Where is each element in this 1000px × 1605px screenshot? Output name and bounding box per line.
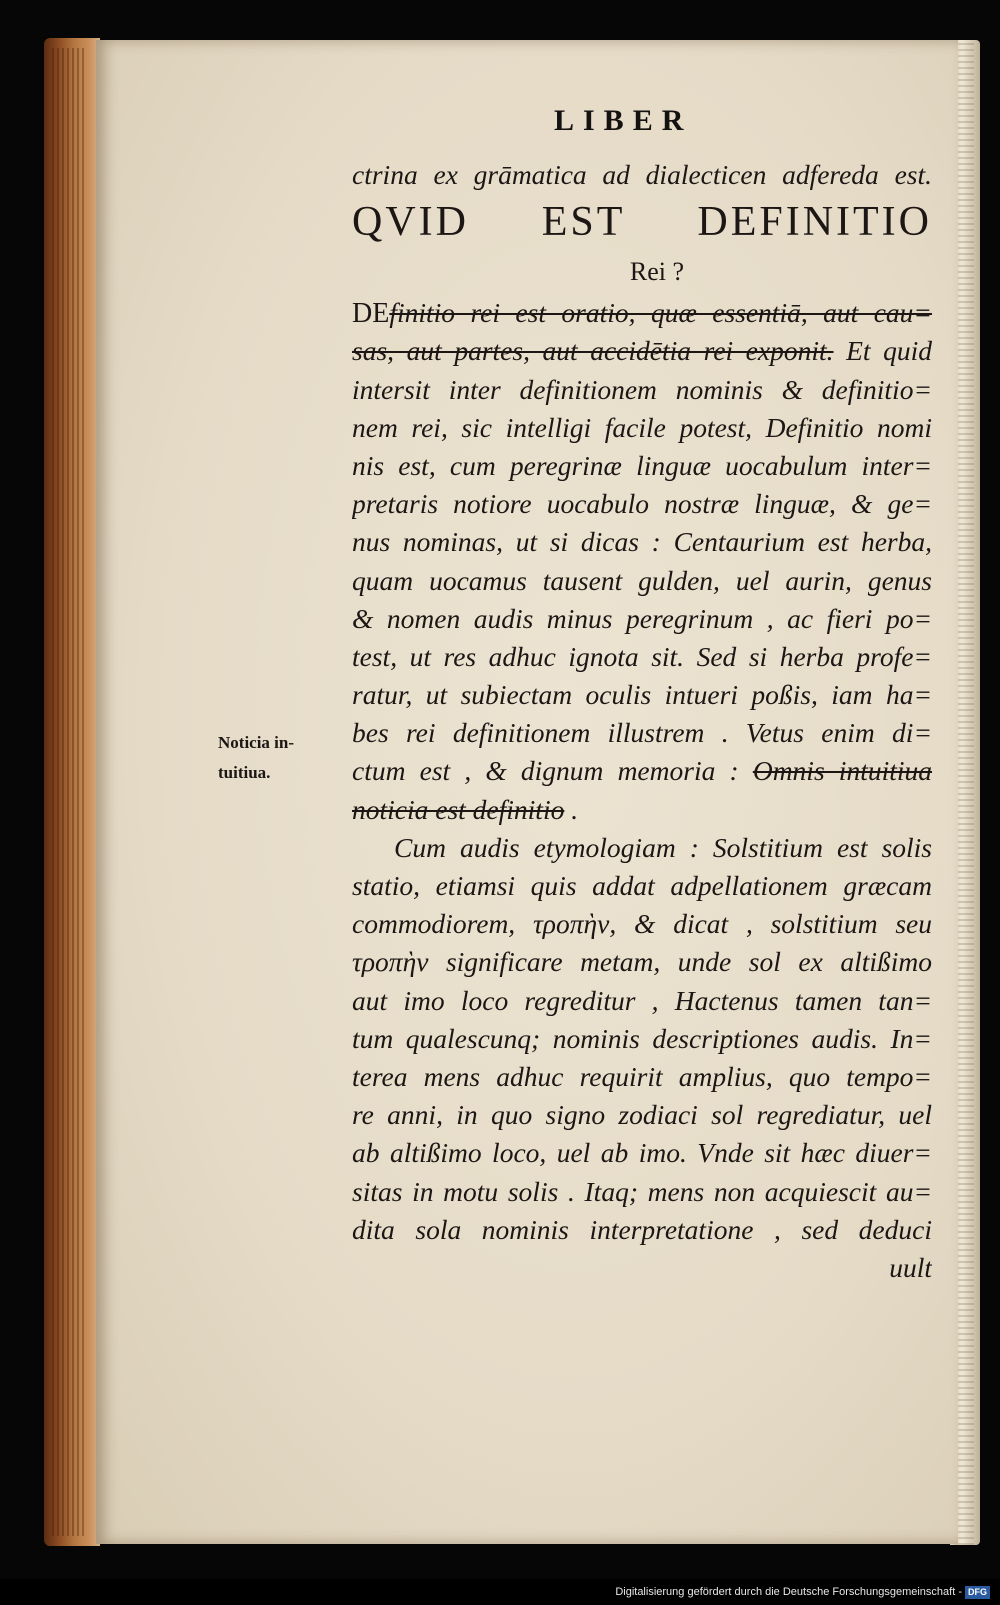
text-span: . bbox=[571, 793, 579, 825]
text-line: statio, etiamsi quis addat adpellationem græcam bbox=[352, 870, 932, 901]
text-line: commodiorem, τροπὴν, & dicat , solstitium seu bbox=[352, 908, 932, 940]
text-line: terea mens adhuc requirit amplius, quo tempo= bbox=[352, 1060, 932, 1092]
text-line: τροπὴν significare metam, unde sol ex altißimo bbox=[352, 946, 932, 978]
section-heading: QVID EST DEFINITIO bbox=[352, 199, 932, 246]
text-line: ratur, ut subiectam oculis intueri poßis, iam ha= bbox=[352, 679, 932, 711]
text-line: ctrina ex grāmatica ad dialecticen adfereda est. bbox=[352, 159, 932, 190]
text-line: nus nominas, ut si dicas : Centaurium est herba, bbox=[352, 526, 932, 558]
catchword: uult bbox=[889, 1251, 932, 1283]
digitization-footer bbox=[0, 1579, 1000, 1605]
text-span: Et quid bbox=[846, 335, 932, 367]
text-line: ab altißimo loco, uel ab imo. Vnde sit hæc diuer= bbox=[352, 1137, 932, 1169]
struck-text: finitio rei est oratio, quæ essentiā, aut cau= bbox=[389, 297, 932, 329]
text-line: & nomen audis minus peregrinum , ac fieri po= bbox=[352, 602, 932, 634]
text-block bbox=[352, 156, 932, 1287]
text-line bbox=[352, 332, 932, 370]
struck-text: noticia est definitio bbox=[352, 793, 565, 825]
text-line: sitas in motu solis . Itaq; mens non acquiescit au= bbox=[352, 1175, 932, 1207]
dfg-logo: DFG bbox=[965, 1586, 990, 1599]
text-line: bes rei definitionem illustrem . Vetus enim di= bbox=[352, 717, 932, 749]
struck-text: sas, aut partes, aut accidētia rei exponit. bbox=[352, 335, 834, 367]
text-span: ctum est , & dignum memoria : bbox=[352, 755, 739, 787]
text-line: nis est, cum peregrinæ linguæ uocabulum inter= bbox=[352, 449, 932, 481]
marginal-note bbox=[218, 728, 348, 788]
struck-text: Omnis intuitiua bbox=[752, 755, 932, 787]
text-line bbox=[352, 752, 932, 790]
marginal-note-line: tuitiua. bbox=[218, 763, 271, 782]
running-head: LIBER bbox=[554, 104, 693, 137]
book-spine-edge bbox=[44, 38, 100, 1546]
text-line: intersit inter definitionem nominis & definitio= bbox=[352, 373, 932, 405]
text-line: quam uocamus tausent gulden, uel aurin, genus bbox=[352, 564, 932, 596]
text-line: re anni, in quo signo zodiaci sol regrediatur, uel bbox=[352, 1099, 932, 1131]
text-line: pretaris notiore uocabulo nostræ linguæ, & ge= bbox=[352, 488, 932, 520]
text-line: nem rei, sic intelligi facile potest, Definitio nomi bbox=[352, 411, 932, 443]
marginal-note-line: Noticia in- bbox=[218, 733, 295, 752]
text-line: Cum audis etymologiam : Solstitium est solis bbox=[394, 831, 932, 863]
text-line bbox=[352, 791, 932, 829]
footer-credit: Digitalisierung gefördert durch die Deutsche Forschungsgemeinschaft - bbox=[615, 1586, 962, 1598]
text-line: tum qualescunq; nominis descriptiones audis. In= bbox=[352, 1022, 932, 1054]
text-line: dita sola nominis interpretatione , sed deduci bbox=[352, 1213, 932, 1245]
text-line: test, ut res adhuc ignota sit. Sed si herba profe= bbox=[352, 640, 932, 672]
text-line bbox=[352, 294, 932, 332]
section-subheading: Rei ? bbox=[629, 257, 685, 287]
text-line: aut imo loco regreditur , Hactenus tamen tan= bbox=[352, 984, 932, 1016]
drop-initial: DE bbox=[352, 298, 390, 330]
